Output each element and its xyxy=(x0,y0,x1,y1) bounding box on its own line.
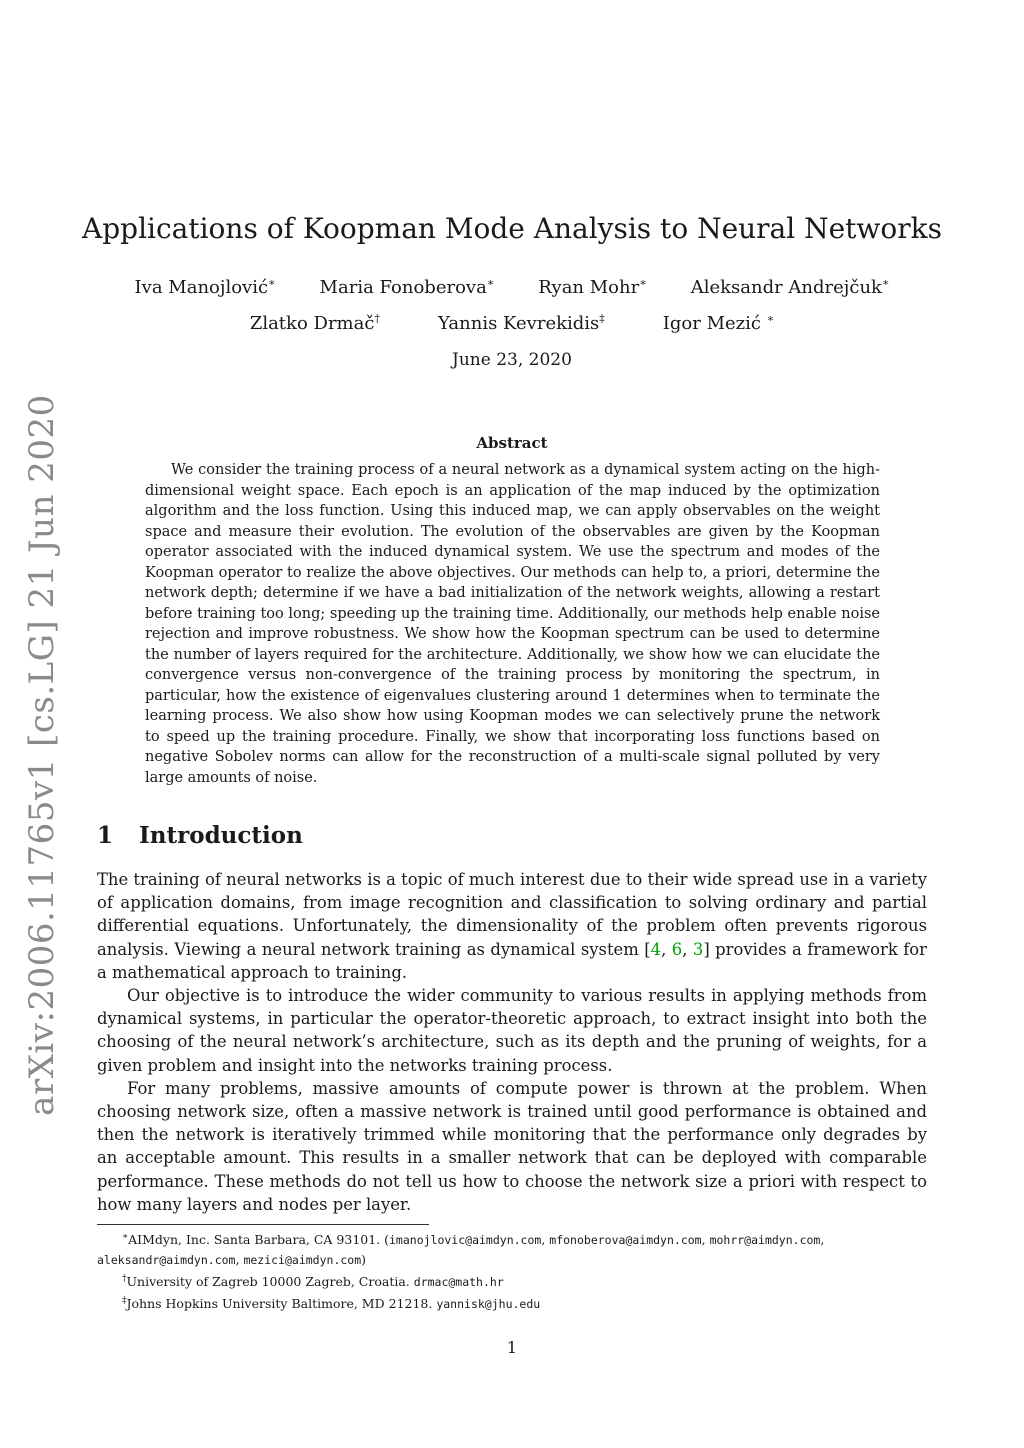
author-5 xyxy=(250,312,380,334)
footnote-divider xyxy=(97,1224,429,1225)
email-link[interactable]: mohrr@aimdyn.com xyxy=(709,1233,821,1248)
paragraph-text: The training of neural networks is a topic of much interest due to their wide spread use in a variety of application domains, from image recognition and classification to solving ordinary and partial differential equations. Unfortunately, the dimensionality of the problem often prevents rigorous analysis. Viewing a neural network training as dynamical system [ xyxy=(97,870,927,959)
footnote-2 xyxy=(97,1270,933,1292)
arxiv-identifier-stamp xyxy=(12,394,72,1116)
separator: , xyxy=(541,1232,550,1248)
intro-paragraph-3: For many problems, massive amounts of compute power is thrown at the problem. When choosing network size, often a massive network is trained until good performance is obtained and then the network is iteratively trimmed while monitoring that the performance only degrades by an acceptable amount. This results in a smaller network that can be deployed with comparable performance. These methods do not tell us how to choose the network size a priori with respect to how many layers and nodes per layer. xyxy=(97,1078,927,1214)
email-link[interactable]: aleksandr@aimdyn.com xyxy=(97,1253,236,1268)
email-link[interactable]: drmac@math.hr xyxy=(413,1275,504,1290)
email-link[interactable]: mfonoberova@aimdyn.com xyxy=(549,1233,702,1248)
citation-link[interactable]: 3 xyxy=(692,939,704,959)
footnote-text: University of Zagreb 10000 Zagreb, Croatia. xyxy=(126,1274,414,1290)
footnote-3 xyxy=(97,1292,933,1314)
citation-link[interactable]: 4 xyxy=(650,939,662,959)
affiliation-mark: ∗ xyxy=(881,276,890,289)
affiliation-mark: ∗ xyxy=(766,312,775,325)
author-name: Ryan Mohr xyxy=(538,277,640,298)
page-number: 1 xyxy=(506,1338,518,1357)
footnote-text: Johns Hopkins University Baltimore, MD 21218. xyxy=(126,1296,437,1312)
introduction-body xyxy=(97,868,927,1216)
author-3 xyxy=(538,276,646,298)
section-title: Introduction xyxy=(139,822,303,849)
citation-separator: , xyxy=(682,939,693,959)
section-number: 1 xyxy=(97,822,114,849)
publication-date: June 23, 2020 xyxy=(452,350,572,370)
email-link[interactable]: yannisk@jhu.edu xyxy=(436,1297,541,1312)
intro-paragraph-1 xyxy=(97,868,927,984)
citation-link[interactable]: 6 xyxy=(671,939,683,959)
author-list-row-2 xyxy=(0,312,1024,334)
author-6 xyxy=(438,312,605,334)
author-name: Yannis Kevrekidis xyxy=(437,313,600,334)
separator: , xyxy=(235,1252,244,1268)
affiliation-mark: ∗ xyxy=(639,276,647,289)
author-list-row-1 xyxy=(0,276,1024,298)
author-name: Aleksandr Andrejčuk xyxy=(690,277,882,298)
author-name: Maria Fonoberova xyxy=(319,277,487,298)
footnote-mark: ∗ xyxy=(122,1232,129,1242)
author-1 xyxy=(135,276,276,298)
author-7 xyxy=(663,312,774,334)
affiliation-mark: † xyxy=(374,312,380,325)
footnote-mark: † xyxy=(122,1274,127,1285)
paper-title: Applications of Koopman Mode Analysis to Neural Networks xyxy=(82,212,942,245)
abstract-heading: Abstract xyxy=(476,434,548,452)
footnote-text: AIMdyn, Inc. Santa Barbara, CA 93101. ( xyxy=(128,1232,389,1248)
author-2 xyxy=(320,276,495,298)
author-name: Iva Manojlović xyxy=(134,277,269,298)
author-name: Igor Mezić xyxy=(662,313,767,334)
citation-separator: , xyxy=(661,939,672,959)
footnotes xyxy=(97,1228,933,1314)
email-link[interactable]: imanojlovic@aimdyn.com xyxy=(389,1233,542,1248)
affiliation-mark: ∗ xyxy=(486,276,495,289)
footnote-1 xyxy=(97,1228,933,1270)
author-4 xyxy=(691,276,890,298)
paragraph-text: ] provides a framework for a mathematical approach to training. xyxy=(97,939,928,982)
affiliation-mark: ∗ xyxy=(268,276,276,289)
author-name: Zlatko Drmač xyxy=(249,313,375,334)
email-link[interactable]: mezici@aimdyn.com xyxy=(243,1253,362,1268)
abstract-body: We consider the training process of a neural network as a dynamical system acting on the high-dimensional weight space. Each epoch is an application of the map induced by the optimization algorithm and the loss function. Using this induced map, we can apply observables on the weight space and measure their evolution. The evolution of the observables are given by the Koopman operator associated with the induced dynamical system. We use the spectrum and modes of the Koopman operator to realize the above objectives. Our methods can help to, a priori, determine the network depth; determine if we have a bad initialization of the network weights, allowing a restart before training too long; speeding up the training time. Additionally, our methods help enable noise rejection and improve robustness. We show how the Koopman spectrum can be used to determine the number of layers required for the architecture. Additionally, we show how we can elucidate the convergence versus non-convergence of the training process by monitoring the spectrum, in particular, how the existence of eigenvalues clustering around 1 determines when to terminate the learning process. We also show how using Koopman modes we can selectively prune the network to speed up the training procedure. Finally, we show that incorporating loss functions based on negative Sobolev norms can allow for the reconstruction of a multi-scale signal polluted by very large amounts of noise. xyxy=(145,462,880,786)
section-heading-introduction xyxy=(97,822,303,849)
separator: ) xyxy=(361,1252,367,1268)
footnote-mark: ‡ xyxy=(122,1296,127,1307)
separator: , xyxy=(820,1232,825,1248)
separator: , xyxy=(701,1232,710,1248)
affiliation-mark: ‡ xyxy=(599,312,605,325)
arxiv-identifier-text: arXiv:2006.11765v1 [cs.LG] 21 Jun 2020 xyxy=(22,394,62,1116)
intro-paragraph-2: Our objective is to introduce the wider community to various results in applying methods from dynamical systems, in particular the operator-theoretic approach, to extract insight into both the choosing of the neural network’s architecture, such as its depth and the pruning of weights, for a given problem and insight into the networks training process. xyxy=(97,986,927,1075)
